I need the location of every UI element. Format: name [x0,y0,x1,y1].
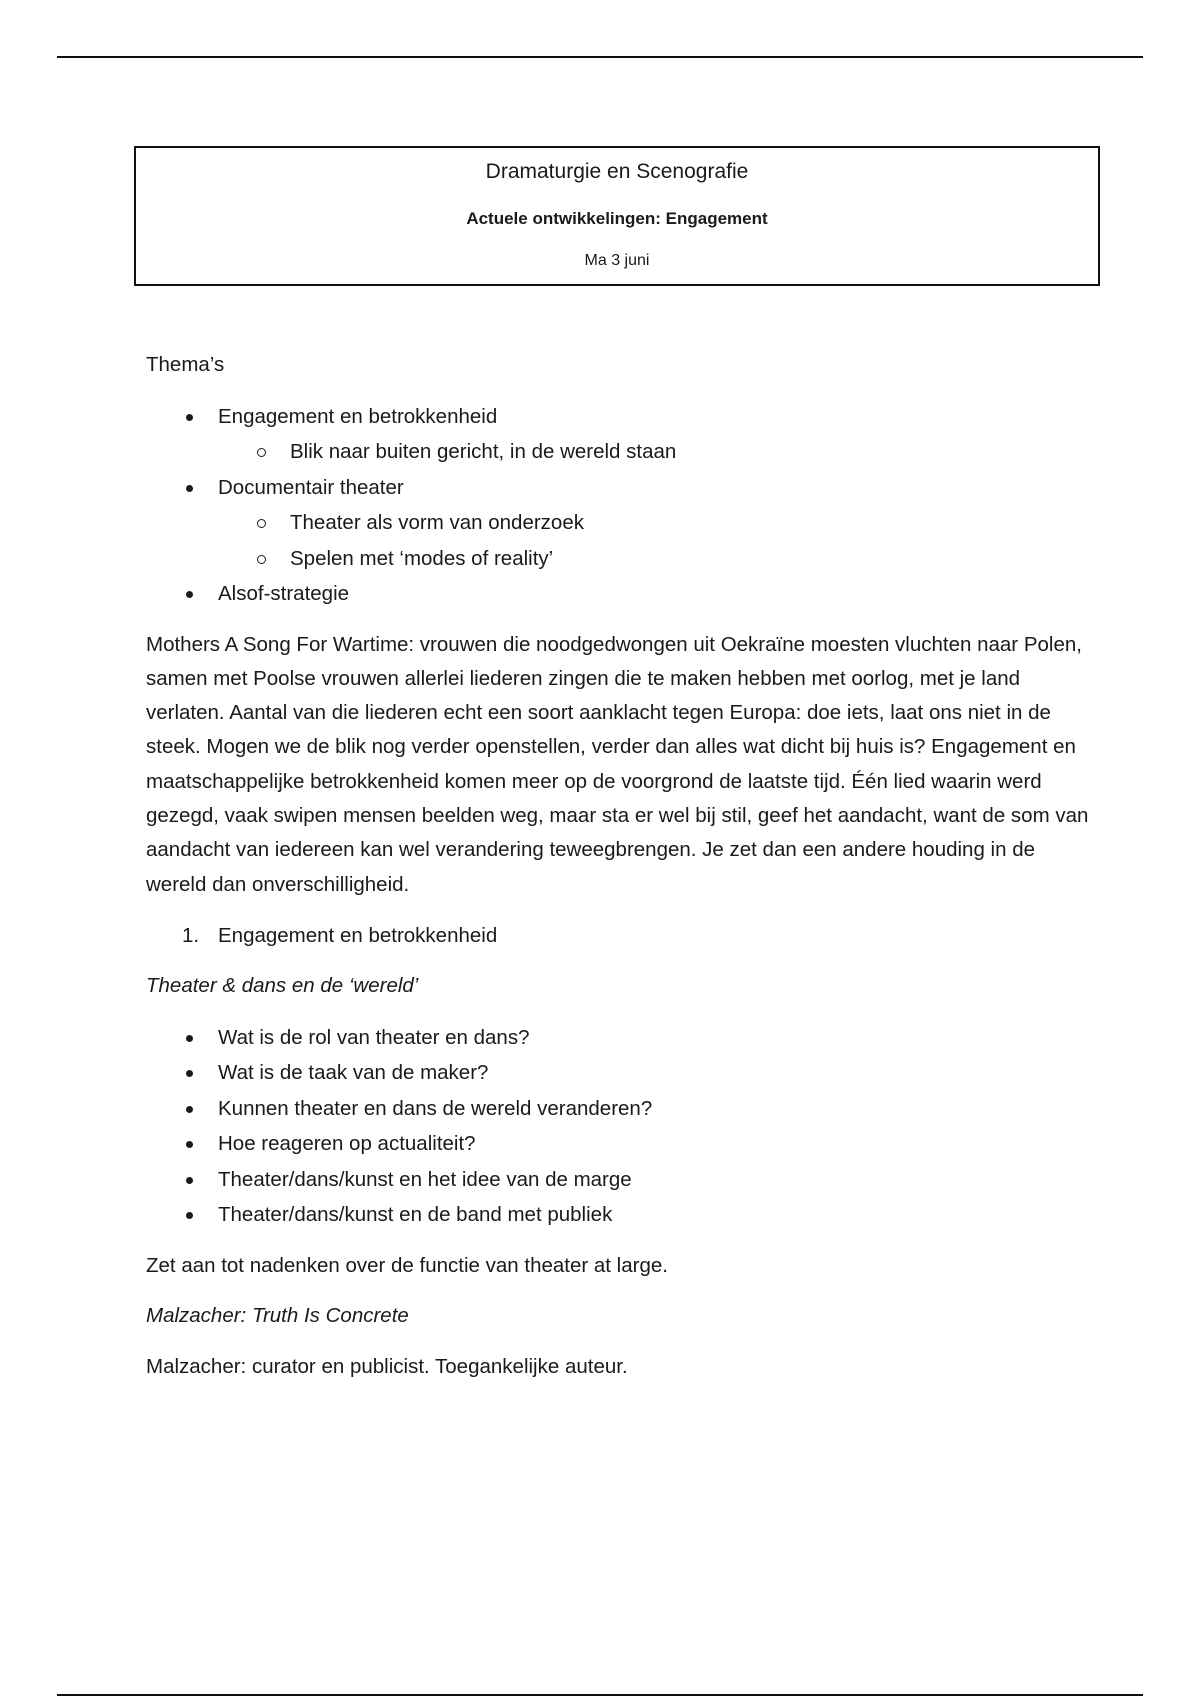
sub-list-item-label: Theater als vorm van onderzoek [290,511,584,534]
list-item [146,1055,1096,1091]
bullet-icon [186,1106,193,1113]
sub-list-item [146,505,1096,541]
list-item-label: Kunnen theater en dans de wereld veranderen? [218,1096,653,1120]
document-body [146,348,1096,1400]
section-label: Engagement en betrokkenheid [218,923,498,947]
title-box [134,146,1100,286]
numbered-section-heading [146,918,1096,954]
section-number: 1. [182,923,200,947]
numbered-section-list [146,918,1096,954]
bullet-icon [186,591,193,598]
list-item [146,1197,1096,1233]
list-item [146,576,1096,612]
bullet-icon [186,1141,193,1148]
list-item-label: Engagement en betrokkenheid [218,404,498,428]
bullet-icon [186,1212,193,1219]
bullet-icon [186,485,193,492]
questions-list [146,1020,1096,1233]
list-item-label: Wat is de rol van theater en dans? [218,1025,530,1049]
circle-bullet-icon [257,555,266,564]
list-item [146,399,1096,435]
bullet-icon [186,1177,193,1184]
paragraph-mothers: Mothers A Song For Wartime: vrouwen die noodgedwongen uit Oekraïne moesten vluchten naar Polen, samen met Poolse vrouwen allerlei liederen zingen die te maken hebben met oorlog, met je land verlaten. Aantal van die liederen echt een soort aanklacht tegen Europa: doe iets, laat ons niet in de steek. Mogen we de blik nog verder openstellen, verder dan alles wat dicht bij huis is? Engagement en maatschappelijke betrokkenheid komen meer op de voorgrond de laatste tijd. Één lied waarin werd gezegd, vaak swipen mensen beelden weg, maar sta er wel bij stil, geef het aandacht, want de som van aandacht van iedereen kan wel verandering teweegbrengen. Je zet dan een andere houding in de wereld dan onverschilligheid. [146,632,1089,896]
list-item-label: Hoe reageren op actualiteit? [218,1132,476,1156]
sub-list-item [146,541,1096,577]
sub-list-item-label: Blik naar buiten gericht, in de wereld staan [290,440,677,463]
subheading-malzacher: Malzacher: Truth Is Concrete [146,1304,409,1328]
list-item-label: Wat is de taak van de maker? [218,1061,489,1085]
list-item-label: Theater/dans/kunst en de band met publiek [218,1203,613,1227]
list-item [146,1126,1096,1162]
list-item-label: Alsof-strategie [218,582,350,605]
list-item [146,1162,1096,1198]
list-item [146,1091,1096,1127]
circle-bullet-icon [257,448,266,457]
bullet-icon [186,1070,193,1077]
bullet-icon [186,1035,193,1042]
themes-heading: Thema’s [146,353,225,376]
bottom-rule [57,1694,1143,1696]
circle-bullet-icon [257,519,266,528]
paragraph-function: Zet aan tot nadenken over de functie van theater at large. [146,1253,668,1277]
list-item-label: Theater/dans/kunst en het idee van de marge [218,1167,632,1191]
subheading-world: Theater & dans en de ‘wereld’ [146,974,419,998]
list-item [146,1020,1096,1056]
document-date: Ma 3 juni [584,252,650,269]
sub-list-item-label: Spelen met ‘modes of reality’ [290,546,554,570]
sub-list-item [146,434,1096,470]
list-item-label: Documentair theater [218,475,404,499]
list-item [146,470,1096,506]
document-subtitle: Actuele ontwikkelingen: Engagement [466,209,768,228]
top-rule [57,56,1143,58]
document-title: Dramaturgie en Scenografie [485,160,749,183]
paragraph-malzacher: Malzacher: curator en publicist. Toegankelijke auteur. [146,1354,628,1378]
themes-list [146,399,1096,612]
bullet-icon [186,414,193,421]
